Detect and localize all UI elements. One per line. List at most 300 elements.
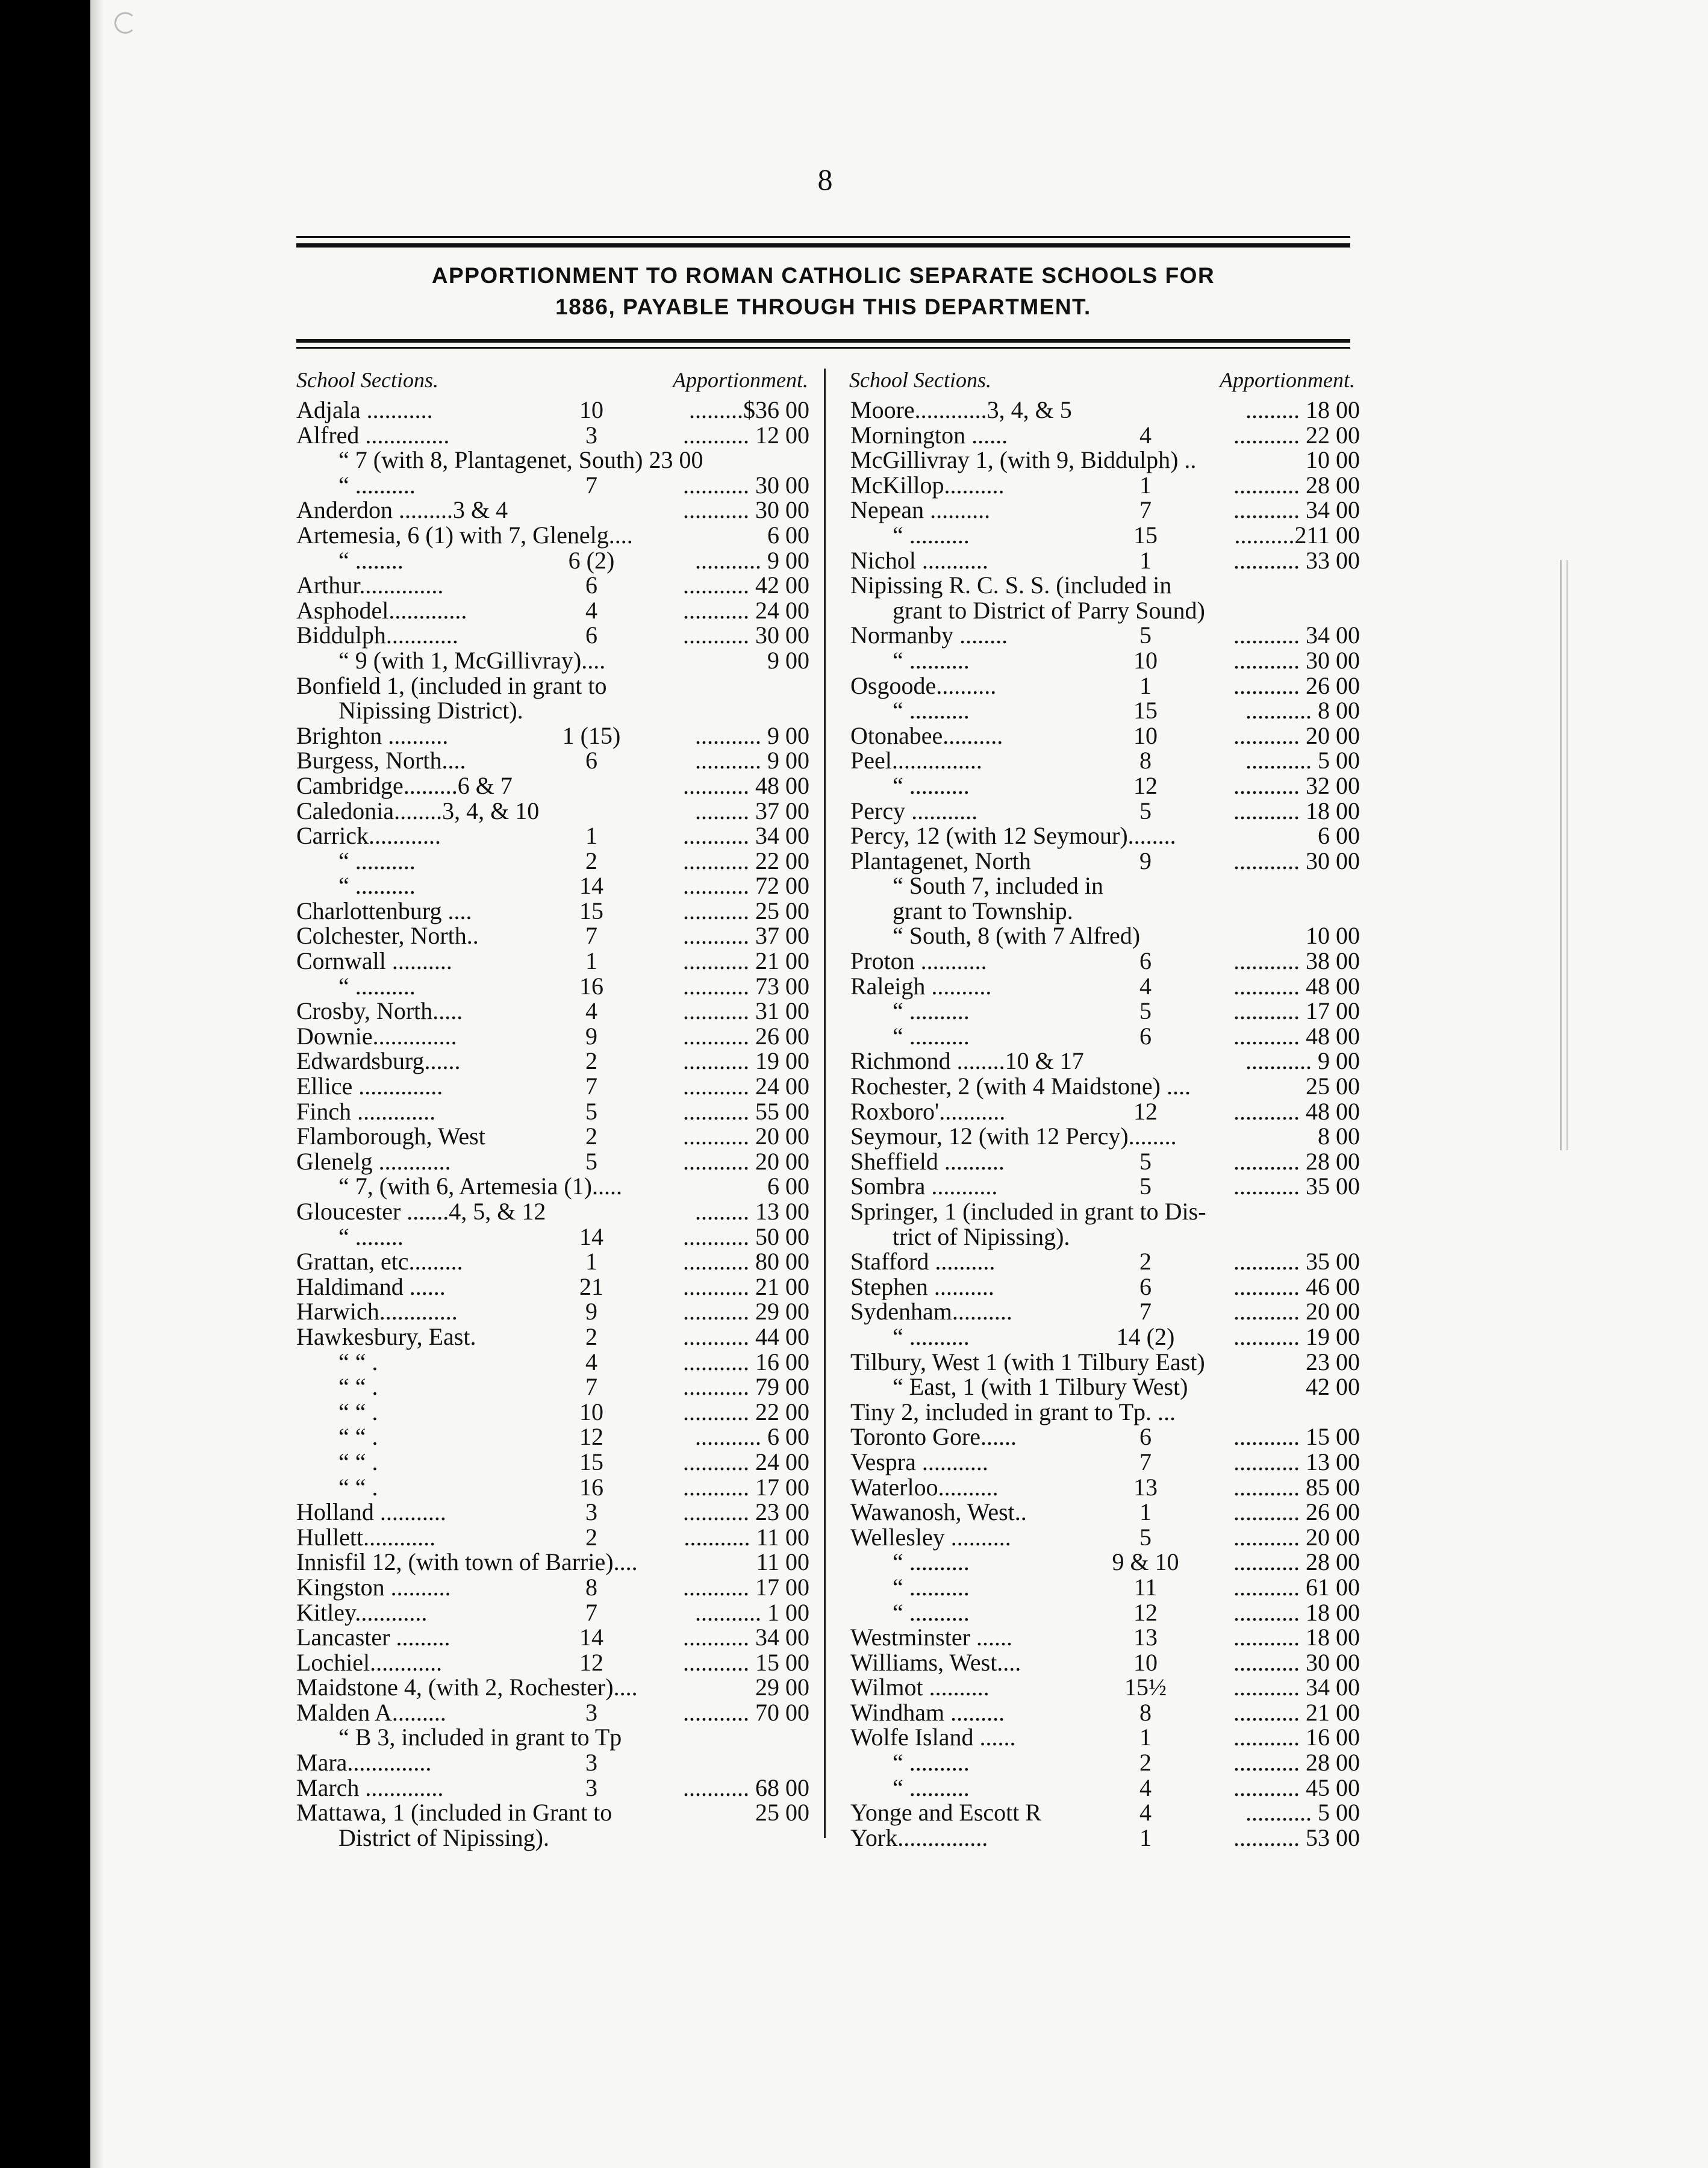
title-line-2: 1886, PAYABLE THROUGH THIS DEPARTMENT. (555, 294, 1091, 319)
table-row (296, 773, 809, 799)
section-number: 15 (579, 1448, 603, 1475)
school-section-name: Stafford .......... (850, 1248, 996, 1276)
table-row (850, 1074, 1360, 1099)
school-section-name: Sombra ........... (850, 1173, 998, 1200)
school-section-name: Wellesley .......... (850, 1523, 1011, 1551)
apportionment-amount: ........... 38 00 (1233, 947, 1360, 975)
apportionment-amount: ........... 30 00 (1233, 646, 1360, 674)
school-section-name: Seymour, 12 (with 12 Percy)........ (850, 1123, 1177, 1150)
table-row (296, 1224, 809, 1250)
section-number: 2 (585, 847, 597, 874)
section-number: 4 (585, 997, 597, 1025)
school-section-name: Burgess, North.... (296, 747, 466, 774)
apportionment-amount: ........... 21 00 (683, 1272, 809, 1300)
section-number: 1 (585, 1248, 597, 1276)
section-number: 1 (1139, 546, 1152, 574)
table-row (850, 799, 1360, 824)
section-number: 7 (1139, 1298, 1152, 1325)
table-row (850, 873, 1360, 899)
apportionment-amount: ........... 20 00 (683, 1147, 809, 1175)
school-section-name: Toronto Gore...... (850, 1423, 1017, 1451)
apportionment-amount: ........... 32 00 (1233, 771, 1360, 799)
right-column-header (849, 366, 1355, 394)
section-number: 7 (1139, 1448, 1152, 1475)
top-rule-thick (296, 243, 1350, 248)
apportionment-amount: ........... 34 00 (683, 822, 809, 850)
section-number: 2 (585, 1123, 597, 1150)
left-apportionment-heading: Apportionment. (673, 368, 808, 392)
school-section-name: “ .......... (893, 697, 970, 724)
table-row (296, 1274, 809, 1300)
table-row (850, 473, 1360, 498)
table-row (850, 1750, 1360, 1775)
table-row (850, 447, 1360, 473)
table-row (296, 1099, 809, 1124)
apportionment-amount: ........... 20 00 (683, 1123, 809, 1150)
section-number: 4 (585, 596, 597, 624)
table-row (296, 998, 809, 1024)
apportionment-amount: ........... 30 00 (1233, 1648, 1360, 1676)
school-section-name: “ “ . (338, 1423, 378, 1451)
school-section-name: “ .......... (893, 646, 970, 674)
apportionment-amount: 10 00 (1306, 922, 1360, 950)
section-number: 3 (585, 421, 597, 449)
table-row (850, 1650, 1360, 1675)
apportionment-amount: ........... 24 00 (683, 596, 809, 624)
section-number: 3 (585, 1498, 597, 1526)
school-section-name: grant to District of Parry Sound) (893, 596, 1205, 624)
school-section-name: Maidstone 4, (with 2, Rochester).... (296, 1674, 638, 1701)
apportionment-amount: 9 00 (767, 646, 809, 674)
table-row (850, 397, 1360, 423)
school-section-name: Hawkesbury, East. (296, 1322, 476, 1350)
school-section-name: “ South, 8 (with 7 Alfred) (893, 922, 1141, 950)
table-row (296, 673, 809, 699)
section-number: 6 (2) (568, 546, 615, 574)
apportionment-amount: 8 00 (1318, 1123, 1360, 1150)
table-row (296, 873, 809, 899)
table-row (296, 849, 809, 874)
school-section-name: Nichol ........... (850, 546, 988, 574)
apportionment-amount: ........... 34 00 (1233, 1674, 1360, 1701)
section-number: 12 (579, 1423, 603, 1451)
table-row (296, 598, 809, 623)
apportionment-amount: ........... 1 00 (695, 1598, 809, 1626)
section-number: 7 (585, 1373, 597, 1401)
section-number: 4 (585, 1348, 597, 1375)
apportionment-amount: ........... 55 00 (683, 1097, 809, 1125)
table-row (296, 397, 809, 423)
section-number: 8 (585, 1573, 597, 1601)
school-section-name: Plantagenet, North (850, 847, 1031, 874)
section-number: 13 (1133, 1624, 1158, 1651)
right-apportionment-heading: Apportionment. (1220, 368, 1355, 392)
section-number: 1 (585, 822, 597, 850)
apportionment-amount: ........... 5 00 (1245, 1799, 1360, 1827)
school-section-name: “ .......... (893, 771, 970, 799)
page-edge-shadow (90, 0, 104, 2168)
apportionment-amount: ........... 25 00 (683, 897, 809, 924)
right-sections-heading: School Sections. (849, 368, 991, 392)
school-section-name: Downie.............. (296, 1022, 457, 1050)
section-number: 7 (585, 1073, 597, 1100)
table-row (296, 1525, 809, 1550)
school-section-name: Stephen .......... (850, 1272, 994, 1300)
table-row (850, 523, 1360, 548)
apportionment-amount: ........... 24 00 (683, 1448, 809, 1475)
apportionment-amount: ........... 21 00 (1233, 1698, 1360, 1726)
school-section-name: Haldimand ...... (296, 1272, 446, 1300)
section-number: 6 (1139, 947, 1152, 975)
apportionment-amount: ........... 79 00 (683, 1373, 809, 1401)
school-section-name: grant to Township. (893, 897, 1073, 924)
table-row (296, 1825, 809, 1851)
apportionment-amount: ........... 34 00 (1233, 496, 1360, 524)
table-row (296, 1625, 809, 1650)
top-rule-thin (296, 236, 1350, 238)
apportionment-amount: ........... 20 00 (1233, 721, 1360, 749)
table-row (850, 1825, 1360, 1851)
table-row (850, 748, 1360, 773)
apportionment-amount: ........... 34 00 (683, 1624, 809, 1651)
school-section-name: Percy ........... (850, 797, 978, 824)
table-row (850, 1274, 1360, 1300)
school-section-name: Springer, 1 (included in grant to Dis- (850, 1198, 1206, 1225)
table-row (850, 1575, 1360, 1600)
section-number: 1 (585, 947, 597, 975)
apportionment-amount: ........... 31 00 (683, 997, 809, 1025)
apportionment-amount: ........... 44 00 (683, 1322, 809, 1350)
school-section-name: Westminster ...... (850, 1624, 1012, 1651)
section-number: 7 (585, 471, 597, 499)
section-number: 3 (585, 1698, 597, 1726)
section-number: 9 (585, 1298, 597, 1325)
column-divider (824, 369, 826, 1838)
table-row (296, 723, 809, 749)
school-section-name: “ .......... (893, 1749, 970, 1777)
table-row (850, 1775, 1360, 1801)
title-rule-thick (296, 339, 1350, 343)
section-number: 12 (1133, 1097, 1158, 1125)
title-line-1: APPORTIONMENT TO ROMAN CATHOLIC SEPARATE SCHOOLS FOR (431, 263, 1215, 288)
table-row (296, 1324, 809, 1350)
section-number: 6 (1139, 1022, 1152, 1050)
section-number: 10 (1133, 1648, 1158, 1676)
table-row (296, 1424, 809, 1450)
apportionment-amount: 6 00 (767, 1173, 809, 1200)
school-section-name: Otonabee.......... (850, 721, 1003, 749)
school-section-name: “ ........ (338, 1223, 404, 1250)
apportionment-amount: ........... 68 00 (683, 1774, 809, 1801)
school-section-name: “ “ . (338, 1398, 378, 1425)
left-sections-heading: School Sections. (296, 368, 438, 392)
table-row (296, 1350, 809, 1375)
school-section-name: “ 9 (with 1, McGillivray).... (338, 646, 606, 674)
table-row (296, 1450, 809, 1475)
school-section-name: Malden A......... (296, 1698, 446, 1726)
school-section-name: “ East, 1 (with 1 Tilbury West) (893, 1373, 1188, 1401)
section-number: 5 (585, 1147, 597, 1175)
table-row (850, 1149, 1360, 1174)
table-row (296, 1650, 809, 1675)
school-section-name: “ .......... (893, 997, 970, 1025)
table-row (296, 1500, 809, 1525)
school-section-name: Osgoode.......... (850, 671, 997, 699)
school-section-name: “ .......... (338, 471, 416, 499)
school-section-name: “ .......... (893, 1774, 970, 1801)
apportionment-amount: ........... 9 00 (1245, 1047, 1360, 1075)
apportionment-amount: ........... 35 00 (1233, 1173, 1360, 1200)
table-row (296, 1299, 809, 1324)
school-section-name: Tilbury, West 1 (with 1 Tilbury East) (850, 1348, 1205, 1375)
apportionment-amount: ......... 13 00 (695, 1198, 809, 1225)
school-section-name: trict of Nipissing). (893, 1223, 1070, 1250)
table-row (850, 998, 1360, 1024)
section-number: 15 (579, 897, 603, 924)
corner-smudge (114, 12, 136, 34)
school-section-name: “ B 3, included in grant to Tp (338, 1724, 622, 1751)
school-section-name: York............... (850, 1824, 988, 1851)
school-section-name: Charlottenburg .... (296, 897, 472, 924)
school-section-name: “ “ . (338, 1448, 378, 1475)
table-row (850, 1700, 1360, 1725)
table-row (296, 823, 809, 849)
section-number: 12 (1133, 1598, 1158, 1626)
table-row (850, 1124, 1360, 1149)
school-section-name: “ “ . (338, 1473, 378, 1501)
apportionment-amount: ........... 22 00 (683, 847, 809, 874)
school-section-name: “ .......... (893, 1022, 970, 1050)
section-number: 15 (1133, 521, 1158, 549)
section-number: 7 (1139, 496, 1152, 524)
school-section-name: Mara.............. (296, 1749, 432, 1777)
apportionment-amount: ........... 33 00 (1233, 546, 1360, 574)
section-number: 14 (579, 1624, 603, 1651)
school-section-name: Nipissing R. C. S. S. (included in (850, 572, 1172, 599)
school-section-name: “ South 7, included in (893, 872, 1103, 900)
table-row (850, 823, 1360, 849)
apportionment-amount: ........... 17 00 (683, 1573, 809, 1601)
section-number: 6 (585, 621, 597, 649)
apportionment-amount: 11 00 (756, 1548, 809, 1576)
school-section-name: Mornington ...... (850, 421, 1008, 449)
table-row (850, 1525, 1360, 1550)
page-number: 8 (817, 163, 833, 196)
school-section-name: Kingston .......... (296, 1573, 451, 1601)
apportionment-amount: 42 00 (1306, 1373, 1360, 1401)
school-section-name: Sheffield .......... (850, 1147, 1005, 1175)
page-title (296, 260, 1350, 323)
table-row (296, 423, 809, 448)
school-section-name: District of Nipissing). (338, 1824, 549, 1851)
section-number: 16 (579, 972, 603, 1000)
apportionment-amount: 10 00 (1306, 446, 1360, 474)
apportionment-amount: ........... 26 00 (1233, 1498, 1360, 1526)
section-number: 6 (1139, 1272, 1152, 1300)
apportionment-amount: ........... 29 00 (683, 1298, 809, 1325)
table-row (850, 573, 1360, 598)
school-section-name: Yonge and Escott R (850, 1799, 1042, 1827)
apportionment-amount: ........... 80 00 (683, 1248, 809, 1276)
apportionment-amount: ......... 18 00 (1245, 396, 1360, 423)
table-row (850, 974, 1360, 999)
table-row (850, 423, 1360, 448)
school-section-name: Cambridge.........6 & 7 (296, 771, 513, 799)
section-number: 11 (1133, 1573, 1158, 1601)
section-number: 13 (1133, 1473, 1158, 1501)
school-section-name: Asphodel............. (296, 596, 467, 624)
table-row (850, 1600, 1360, 1625)
section-number: 2 (1139, 1248, 1152, 1276)
apportionment-amount: ........... 9 00 (695, 546, 809, 574)
table-row (296, 899, 809, 924)
school-section-name: Wawanosh, West.. (850, 1498, 1027, 1526)
section-number: 5 (1139, 1173, 1152, 1200)
apportionment-amount: ........... 24 00 (683, 1073, 809, 1100)
table-row (850, 1099, 1360, 1124)
apportionment-amount: ........... 30 00 (1233, 847, 1360, 874)
section-number: 1 (15) (562, 721, 621, 749)
apportionment-amount: ........... 28 00 (1233, 1147, 1360, 1175)
section-number: 21 (579, 1272, 603, 1300)
apportionment-amount: ........... 22 00 (683, 1398, 809, 1425)
apportionment-amount: ........... 16 00 (683, 1348, 809, 1375)
apportionment-amount: ........... 48 00 (1233, 1022, 1360, 1050)
table-row (850, 673, 1360, 699)
apportionment-amount: ........... 6 00 (695, 1423, 809, 1451)
school-section-name: Artemesia, 6 (1) with 7, Glenelg.... (296, 521, 633, 549)
school-section-name: Lochiel............ (296, 1648, 443, 1676)
table-row (296, 974, 809, 999)
section-number: 14 (2) (1116, 1322, 1175, 1350)
school-section-name: Waterloo.......... (850, 1473, 999, 1501)
section-number: 5 (1139, 997, 1152, 1025)
table-row (296, 1149, 809, 1174)
table-row (850, 1048, 1360, 1074)
school-section-name: Roxboro'........... (850, 1097, 1006, 1125)
apportionment-amount: ........... 42 00 (683, 572, 809, 599)
school-section-name: Crosby, North..... (296, 997, 463, 1025)
school-section-name: Nipissing District). (338, 697, 523, 724)
section-number: 5 (585, 1097, 597, 1125)
school-section-name: Adjala ........... (296, 396, 433, 423)
apportionment-amount: ..........211 00 (1234, 521, 1360, 549)
table-row (850, 1475, 1360, 1500)
table-row (296, 1700, 809, 1725)
table-row (850, 948, 1360, 974)
school-section-name: Glenelg ............ (296, 1147, 451, 1175)
table-row (850, 1675, 1360, 1700)
section-number: 1 (1139, 1724, 1152, 1751)
section-number: 5 (1139, 797, 1152, 824)
section-number: 5 (1139, 1523, 1152, 1551)
section-number: 10 (579, 1398, 603, 1425)
table-row (850, 1400, 1360, 1425)
apportionment-amount: ........... 48 00 (1233, 972, 1360, 1000)
school-section-name: McGillivray 1, (with 9, Biddulph) .. (850, 446, 1197, 474)
section-number: 14 (579, 1223, 603, 1250)
table-row (296, 1048, 809, 1074)
apportionment-amount: 23 00 (1306, 1348, 1360, 1375)
binding-stitch-mark (1560, 560, 1568, 1150)
table-row (850, 723, 1360, 749)
table-row (296, 1400, 809, 1425)
school-section-name: Sydenham.......... (850, 1298, 1012, 1325)
table-row (850, 1500, 1360, 1525)
apportionment-amount: ........... 85 00 (1233, 1473, 1360, 1501)
table-row (296, 1374, 809, 1400)
table-row (296, 648, 809, 673)
school-section-name: Wolfe Island ...... (850, 1724, 1016, 1751)
table-row (296, 748, 809, 773)
apportionment-amount: ........... 35 00 (1233, 1248, 1360, 1276)
table-row (850, 698, 1360, 723)
apportionment-amount: ........... 20 00 (1233, 1523, 1360, 1551)
table-row (296, 1550, 809, 1575)
school-section-name: Colchester, North.. (296, 922, 479, 950)
school-section-name: “ .......... (893, 1322, 970, 1350)
section-number: 6 (1139, 1423, 1152, 1451)
table-row (850, 497, 1360, 523)
table-row (850, 1550, 1360, 1575)
apportionment-amount: ........... 8 00 (1245, 697, 1360, 724)
apportionment-amount: ........... 70 00 (683, 1698, 809, 1726)
table-row (850, 1199, 1360, 1224)
table-row (296, 1775, 809, 1801)
school-section-name: Wilmot .......... (850, 1674, 990, 1701)
apportionment-amount: ........... 15 00 (683, 1648, 809, 1676)
section-number: 10 (579, 396, 603, 423)
school-section-name: Proton ........... (850, 947, 987, 975)
apportionment-amount: ........... 9 00 (695, 721, 809, 749)
section-number: 1 (1139, 1824, 1152, 1851)
apportionment-amount: ........... 18 00 (1233, 1598, 1360, 1626)
table-row (850, 1174, 1360, 1199)
apportionment-amount: ........... 37 00 (683, 922, 809, 950)
section-number: 1 (1139, 671, 1152, 699)
table-row (850, 1424, 1360, 1450)
school-section-name: Raleigh .......... (850, 972, 992, 1000)
table-row (850, 1324, 1360, 1350)
apportionment-amount: ........... 22 00 (1233, 421, 1360, 449)
school-section-name: “ .......... (338, 972, 416, 1000)
school-section-name: Rochester, 2 (with 4 Maidstone) .... (850, 1073, 1191, 1100)
school-section-name: Finch ............. (296, 1097, 436, 1125)
table-row (296, 473, 809, 498)
section-number: 7 (585, 922, 597, 950)
section-number: 4 (1139, 1774, 1152, 1801)
section-number: 4 (1139, 1799, 1152, 1827)
school-section-name: Holland ........... (296, 1498, 446, 1526)
apportionment-amount: ........... 34 00 (1233, 621, 1360, 649)
school-section-name: Cornwall .......... (296, 947, 452, 975)
apportionment-amount: ........... 21 00 (683, 947, 809, 975)
section-number: 5 (1139, 1147, 1152, 1175)
school-section-name: Percy, 12 (with 12 Seymour)........ (850, 822, 1176, 850)
school-section-name: March ............. (296, 1774, 444, 1801)
table-row (850, 623, 1360, 648)
section-number: 15½ (1124, 1674, 1167, 1701)
apportionment-amount: ........... 5 00 (1245, 747, 1360, 774)
table-row (296, 1249, 809, 1274)
table-row (850, 923, 1360, 948)
table-row (850, 1024, 1360, 1049)
table-row (850, 1374, 1360, 1400)
school-section-name: “ .......... (893, 1573, 970, 1601)
section-number: 2 (585, 1047, 597, 1075)
apportionment-amount: ........... 19 00 (683, 1047, 809, 1075)
school-section-name: Nepean .......... (850, 496, 991, 524)
